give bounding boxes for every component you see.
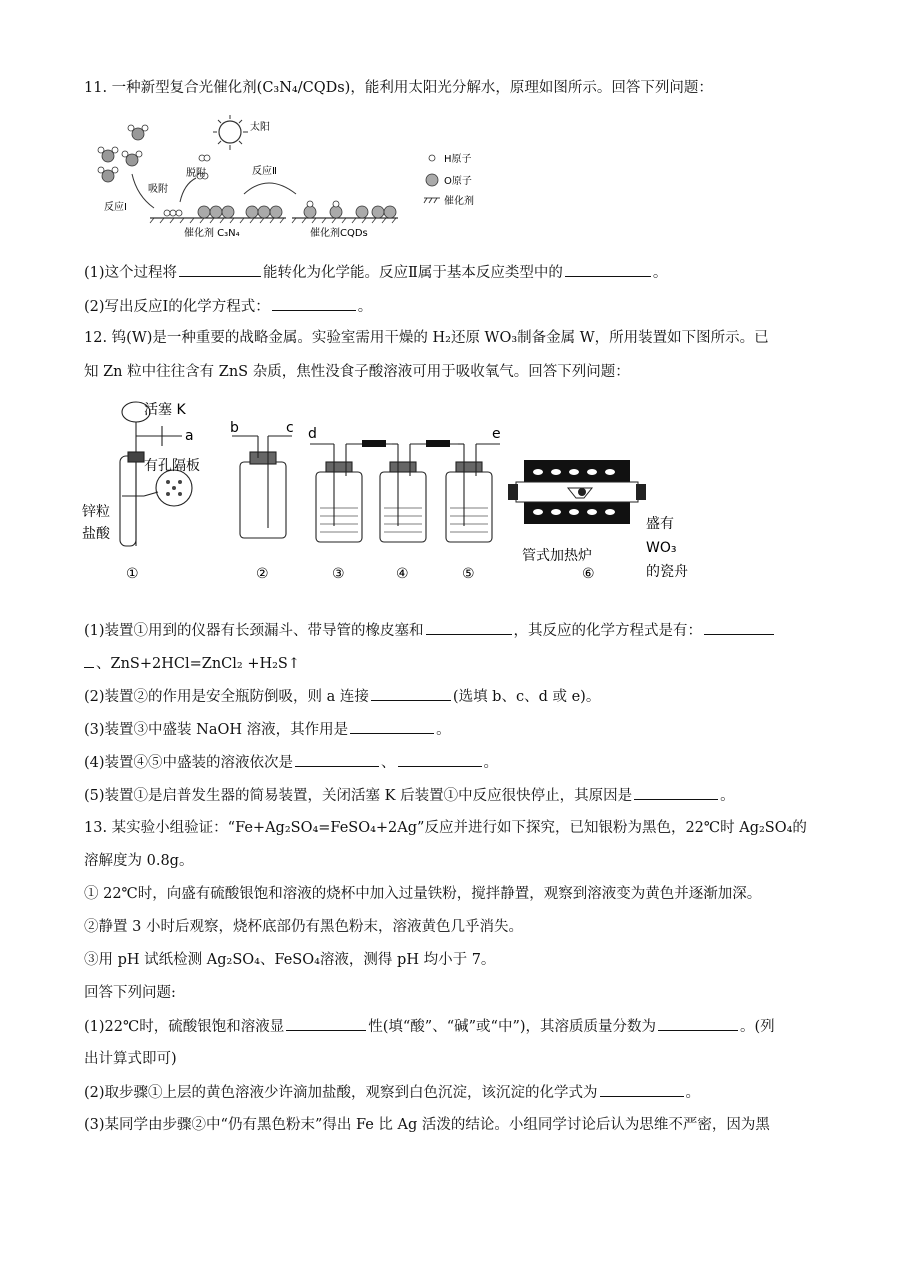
device-2-number: ② — [256, 566, 269, 582]
q12-part1-cont — [84, 653, 300, 674]
catalyst2-label: 催化剂CQDs — [310, 228, 368, 239]
q11-p2-text-b: 。 — [357, 299, 373, 315]
q13-step3: ③用 pH 试纸检测 Ag₂SO₄、FeSO₄溶液，测得 pH 均小于 7。 — [84, 952, 496, 968]
q12-stem-line2: 知 Zn 粒中往往含有 ZnS 杂质，焦性没食子酸溶液可用于吸收氧气。回答下列问题： — [84, 364, 630, 380]
q12-p1-text-b: ，其反应的化学方程式是有： — [513, 623, 703, 639]
q13-part2 — [84, 1082, 700, 1103]
device-3-number: ③ — [332, 566, 345, 582]
q13-stem-line2: 溶解度为 0.8g。 — [84, 853, 194, 869]
q11-part1 — [84, 262, 667, 283]
device-5-wash-bottle — [446, 444, 500, 542]
port-a-label: a — [185, 428, 194, 444]
q12-p5-blank[interactable] — [634, 785, 718, 800]
reaction2-label: 反应Ⅱ — [252, 166, 277, 177]
q13-p2-text-a: (2)取步骤①上层的黄色溶液少许滴加盐酸，观察到白色沉淀，该沉淀的化学式为 — [84, 1085, 598, 1101]
q13-p1-text-c: 。(列 — [740, 1019, 775, 1035]
reaction2-arrow-icon — [244, 183, 296, 194]
device-4-number: ④ — [396, 566, 409, 582]
q12-p1-text-a: (1)装置①用到的仪器有长颈漏斗、带导管的橡皮塞和 — [84, 623, 424, 639]
q13-ask: 回答下列问题: — [84, 985, 176, 1001]
zinc-label: 锌粒 — [82, 504, 110, 520]
sun-label: 太阳 — [250, 122, 270, 133]
q12-p2-text-a: (2)装置②的作用是安全瓶防倒吸，则 a 连接 — [84, 689, 369, 705]
adsorb-label: 吸附 — [148, 184, 168, 195]
q12-apparatus-figure — [80, 396, 720, 588]
desorb-label: 脱附 — [186, 168, 206, 179]
port-d-label: d — [308, 426, 317, 442]
device-5-number: ⑤ — [462, 566, 475, 582]
catalyst-c3n4-surface — [150, 206, 286, 223]
q11-stem: 11. 一种新型复合光催化剂(C₃N₄/CQDs)，能利用太阳光分解水，原理如图所示。回答下列问题： — [84, 80, 713, 96]
q12-p1-blank2[interactable] — [704, 620, 774, 635]
q12-p5-text-b: 。 — [720, 788, 735, 804]
legend-h-label: H原子 — [444, 154, 472, 165]
catalyst1-label: 催化剂 C₃N₄ — [184, 228, 240, 239]
rubber-tube-icon — [362, 440, 386, 447]
q12-stem-line1: 12. 钨(W)是一种重要的战略金属。实验室需用干燥的 H₂还原 WO₃制备金属 W，所用装置如下图所示。已 — [84, 330, 769, 346]
q12-p2-text-b: (选填 b、c、d 或 e)。 — [452, 689, 601, 705]
sun-icon — [213, 115, 248, 150]
device-6-number: ⑥ — [582, 566, 595, 582]
rubber-tube-icon — [426, 440, 450, 447]
device-6-tube-furnace — [508, 460, 646, 524]
q12-p1-blank2-cont[interactable] — [84, 653, 94, 668]
legend-o-label: O原子 — [444, 176, 472, 187]
q12-p2-blank[interactable] — [371, 686, 451, 701]
q12-p1-text-c: 、ZnS+2HCl=ZnCl₂ +H₂S↑ — [96, 656, 301, 672]
port-e-label: e — [492, 426, 501, 442]
q12-part5 — [84, 785, 735, 806]
q13-p1-blank2[interactable] — [658, 1016, 738, 1031]
q12-p3-blank[interactable] — [350, 719, 434, 734]
q12-part1 — [84, 620, 776, 641]
catalyst-cqds-surface — [292, 201, 398, 223]
q12-p4-blank1[interactable] — [295, 752, 379, 767]
device-1-number: ① — [126, 566, 139, 582]
q11-p2-blank[interactable] — [272, 296, 356, 311]
q11-p1-text-c: 。 — [652, 265, 668, 281]
q12-p4-text-a: (4)装置④⑤中盛装的溶液依次是 — [84, 755, 294, 771]
boat-label-line2: WO₃ — [646, 540, 677, 556]
q11-p1-blank1[interactable] — [179, 262, 261, 277]
boat-label-line3: 的瓷舟 — [646, 564, 688, 580]
port-b-label: b — [230, 420, 239, 436]
desorb-arrow-icon — [180, 178, 196, 202]
q12-p1-blank1[interactable] — [426, 620, 512, 635]
q11-p2-text-a: (2)写出反应Ⅰ的化学方程式： — [84, 299, 270, 315]
q11-p1-blank2[interactable] — [565, 262, 651, 277]
q12-p4-text-c: 。 — [483, 755, 499, 771]
q13-stem-line1: 13. 某实验小组验证：“Fe+Ag₂SO₄=FeSO₄+2Ag”反应并进行如下探究，已知银粉为黑色，22℃时 Ag₂SO₄的 — [84, 820, 807, 836]
q13-step1: ① 22℃时，向盛有硫酸银饱和溶液的烧杯中加入过量铁粉，搅拌静置，观察到溶液变为黄色并逐渐加深。 — [84, 886, 762, 902]
legend — [424, 153, 474, 207]
q12-part2 — [84, 686, 600, 707]
acid-label: 盐酸 — [82, 526, 110, 542]
porous-plate-label: 有孔隔板 — [144, 458, 200, 474]
reaction1-label: 反应Ⅰ — [104, 202, 127, 213]
q11-p1-text-a: (1)这个过程将 — [84, 265, 178, 281]
o-atom-icon — [426, 174, 438, 186]
catalyst-hatch-icon — [424, 198, 440, 203]
q12-part3 — [84, 719, 451, 740]
q13-step2: ②静置 3 小时后观察，烧杯底部仍有黑色粉末，溶液黄色几乎消失。 — [84, 919, 523, 935]
q12-part4 — [84, 752, 498, 773]
q12-p3-text-b: 。 — [436, 722, 451, 738]
device-1-kipp-generator — [120, 402, 192, 546]
water-molecule-icon — [98, 125, 148, 182]
h-atom-icon — [429, 155, 435, 161]
port-c-label: c — [286, 420, 294, 436]
valve-label: 活塞 K — [144, 402, 186, 418]
q13-p1-text-b: 性(填“酸”、“碱”或“中”)，其溶质质量分数为 — [368, 1019, 657, 1035]
q12-p4-blank2[interactable] — [398, 752, 482, 767]
q11-part2 — [84, 296, 372, 317]
device-2-safety-bottle — [232, 436, 292, 538]
q13-part1 — [84, 1016, 775, 1037]
q11-p1-text-b: 能转化为化学能。反应Ⅱ属于基本反应类型中的 — [263, 265, 563, 281]
furnace-label: 管式加热炉 — [522, 548, 592, 564]
boat-label-line1: 盛有 — [646, 516, 674, 532]
q12-p3-text-a: (3)装置③中盛装 NaOH 溶液，其作用是 — [84, 722, 349, 738]
q12-p4-text-b: 、 — [381, 755, 396, 771]
q12-p5-text-a: (5)装置①是启普发生器的简易装置，关闭活塞 K 后装置①中反应很快停止，其原因是 — [84, 788, 633, 804]
q11-figure — [92, 112, 522, 244]
legend-cat-label: 催化剂 — [444, 196, 474, 207]
q13-part1-cont: 出计算式即可) — [84, 1051, 177, 1067]
q13-part3: (3)某同学由步骤②中“仍有黑色粉末”得出 Fe 比 Ag 活泼的结论。小组同学讨论后认为思维不严密，因为黑 — [84, 1117, 770, 1133]
q13-p2-blank[interactable] — [600, 1082, 684, 1097]
q13-p2-text-b: 。 — [685, 1085, 701, 1101]
q13-p1-text-a: (1)22℃时，硫酸银饱和溶液显 — [84, 1019, 285, 1035]
q13-p1-blank1[interactable] — [286, 1016, 366, 1031]
